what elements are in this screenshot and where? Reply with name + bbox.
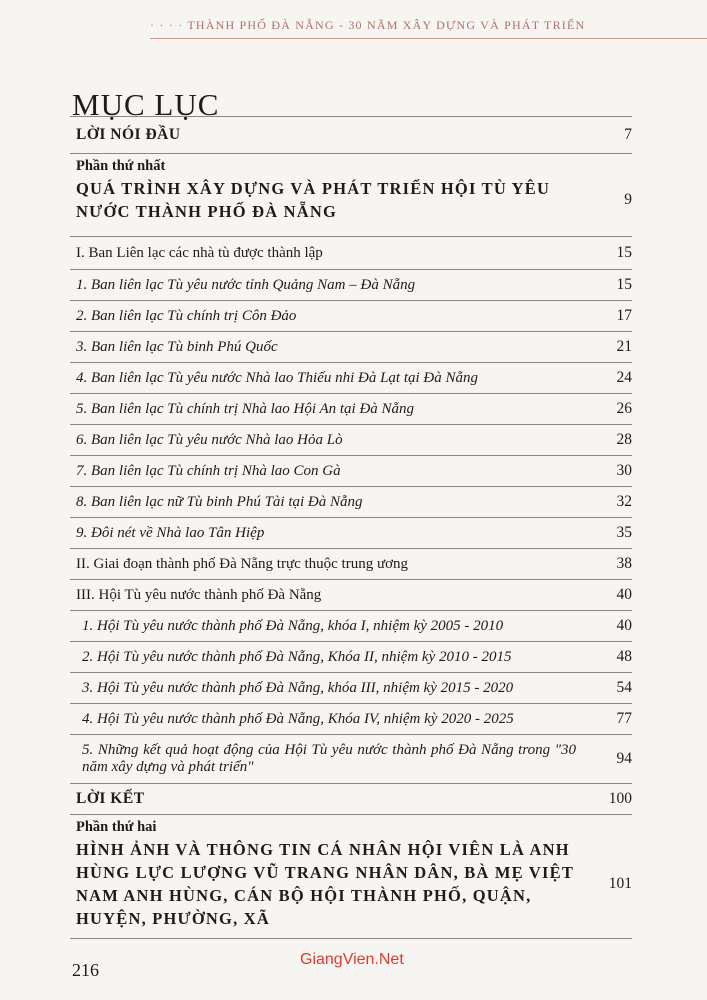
toc-part-1[interactable]	[70, 154, 632, 237]
toc-section-3[interactable]	[70, 580, 632, 611]
toc-item[interactable]	[70, 301, 632, 332]
toc-entry-page: 30	[616, 462, 632, 479]
part-page: 9	[624, 191, 632, 208]
toc-entry-page: 28	[616, 431, 632, 448]
toc-entry-title: 1. Hội Tù yêu nước thành phố Đà Nẵng, khóa I, nhiệm kỳ 2005 - 2010	[82, 617, 504, 634]
toc-entry-title: 6. Ban liên lạc Tù yêu nước Nhà lao Hỏa Lò	[76, 431, 343, 448]
toc-entry-title: 3. Hội Tù yêu nước thành phố Đà Nẵng, khóa III, nhiệm kỳ 2015 - 2020	[82, 679, 514, 696]
toc-item[interactable]	[70, 332, 632, 363]
page-title: MỤC LỤC	[72, 86, 220, 122]
toc-entry-page: 40	[616, 586, 632, 603]
toc-item[interactable]	[70, 270, 632, 301]
table-of-contents	[70, 116, 632, 939]
toc-part-2[interactable]	[70, 815, 632, 939]
toc-entry-title: II. Giai đoạn thành phố Đà Nẵng trực thuộc trung ương	[76, 555, 409, 572]
toc-entry-conclusion[interactable]	[70, 784, 632, 815]
toc-entry-preface[interactable]	[70, 116, 632, 154]
toc-entry-page: 21	[616, 338, 632, 355]
toc-entry-page: 24	[616, 369, 632, 386]
toc-entry-page: 48	[616, 648, 632, 665]
toc-item[interactable]	[70, 642, 632, 673]
part-title: HÌNH ẢNH VÀ THÔNG TIN CÁ NHÂN HỘI VIÊN LÀ ANH HÙNG LỰC LƯỢNG VŨ TRANG NHÂN DÂN, BÀ MẸ VIỆT NAM ANH HÙNG, CÁN BỘ HỘI THÀNH PHỐ, QUẬN, HUYỆN, PHƯỜNG, XÃ	[76, 840, 574, 928]
toc-entry-title: 3. Ban liên lạc Tù binh Phú Quốc	[76, 338, 278, 355]
part-page: 101	[608, 875, 632, 892]
toc-section-2[interactable]	[70, 549, 632, 580]
toc-item[interactable]	[70, 673, 632, 704]
toc-entry-page: 32	[616, 493, 632, 510]
toc-entry-page: 40	[616, 617, 632, 634]
toc-entry-title: LỜI NÓI ĐẦU	[76, 126, 181, 143]
toc-item[interactable]	[70, 487, 632, 518]
toc-entry-title: 9. Đôi nét về Nhà lao Tân Hiệp	[76, 524, 265, 541]
toc-entry-page: 17	[616, 307, 632, 324]
toc-entry-page: 15	[616, 276, 632, 293]
toc-entry-title: 5. Ban liên lạc Tù chính trị Nhà lao Hội An tại Đà Nẵng	[76, 400, 415, 417]
toc-entry-page: 26	[616, 400, 632, 417]
running-header: · · · · THÀNH PHỐ ĐÀ NẴNG - 30 NĂM XÂY DỰNG VÀ PHÁT TRIỂN	[150, 18, 586, 32]
toc-entry-title: 5. Những kết quả hoạt động của Hội Tù yêu nước thành phố Đà Nẵng trong "30 năm xây dựng và phát triển"	[82, 742, 576, 775]
toc-item[interactable]	[70, 394, 632, 425]
toc-entry-page: 7	[624, 126, 632, 143]
toc-item[interactable]	[70, 456, 632, 487]
toc-entry-title: 2. Hội Tù yêu nước thành phố Đà Nẵng, Khóa II, nhiệm kỳ 2010 - 2015	[82, 648, 512, 665]
toc-entry-title: 4. Ban liên lạc Tù yêu nước Nhà lao Thiếu nhi Đà Lạt tại Đà Nẵng	[76, 369, 479, 386]
toc-entry-title: 4. Hội Tù yêu nước thành phố Đà Nẵng, Khóa IV, nhiệm kỳ 2020 - 2025	[82, 710, 514, 727]
toc-item[interactable]	[70, 704, 632, 735]
toc-item[interactable]	[70, 735, 632, 784]
toc-entry-title: I. Ban Liên lạc các nhà tù được thành lập	[76, 244, 323, 261]
toc-entry-title: 8. Ban liên lạc nữ Tù binh Phú Tài tại Đà Nẵng	[76, 493, 363, 510]
toc-entry-page: 38	[616, 555, 632, 572]
toc-item[interactable]	[70, 363, 632, 394]
toc-item[interactable]	[70, 518, 632, 549]
part-title: QUÁ TRÌNH XÂY DỰNG VÀ PHÁT TRIỂN HỘI TÙ YÊU NƯỚC THÀNH PHỐ ĐÀ NẴNG	[76, 179, 551, 221]
toc-entry-page: 100	[608, 790, 632, 807]
toc-entry-page: 54	[616, 679, 632, 696]
toc-item[interactable]	[70, 611, 632, 642]
page-number: 216	[72, 960, 99, 980]
toc-entry-title: III. Hội Tù yêu nước thành phố Đà Nẵng	[76, 586, 322, 603]
watermark: GiangVien.Net	[300, 951, 404, 968]
toc-entry-title: 2. Ban liên lạc Tù chính trị Côn Đảo	[76, 307, 297, 324]
toc-entry-title: 1. Ban liên lạc Tù yêu nước tỉnh Quảng Nam – Đà Nẵng	[76, 276, 416, 293]
header-rule	[150, 38, 707, 39]
toc-entry-page: 35	[616, 524, 632, 541]
toc-section-1[interactable]	[70, 237, 632, 270]
toc-entry-page: 15	[616, 244, 632, 261]
part-label: Phần thứ nhất	[76, 158, 166, 174]
toc-item[interactable]	[70, 425, 632, 456]
toc-entry-page: 94	[616, 750, 632, 767]
toc-entry-title: 7. Ban liên lạc Tù chính trị Nhà lao Con Gà	[76, 462, 341, 479]
toc-entry-title: LỜI KẾT	[76, 790, 145, 807]
part-label: Phần thứ hai	[76, 819, 157, 835]
toc-entry-page: 77	[616, 710, 632, 727]
